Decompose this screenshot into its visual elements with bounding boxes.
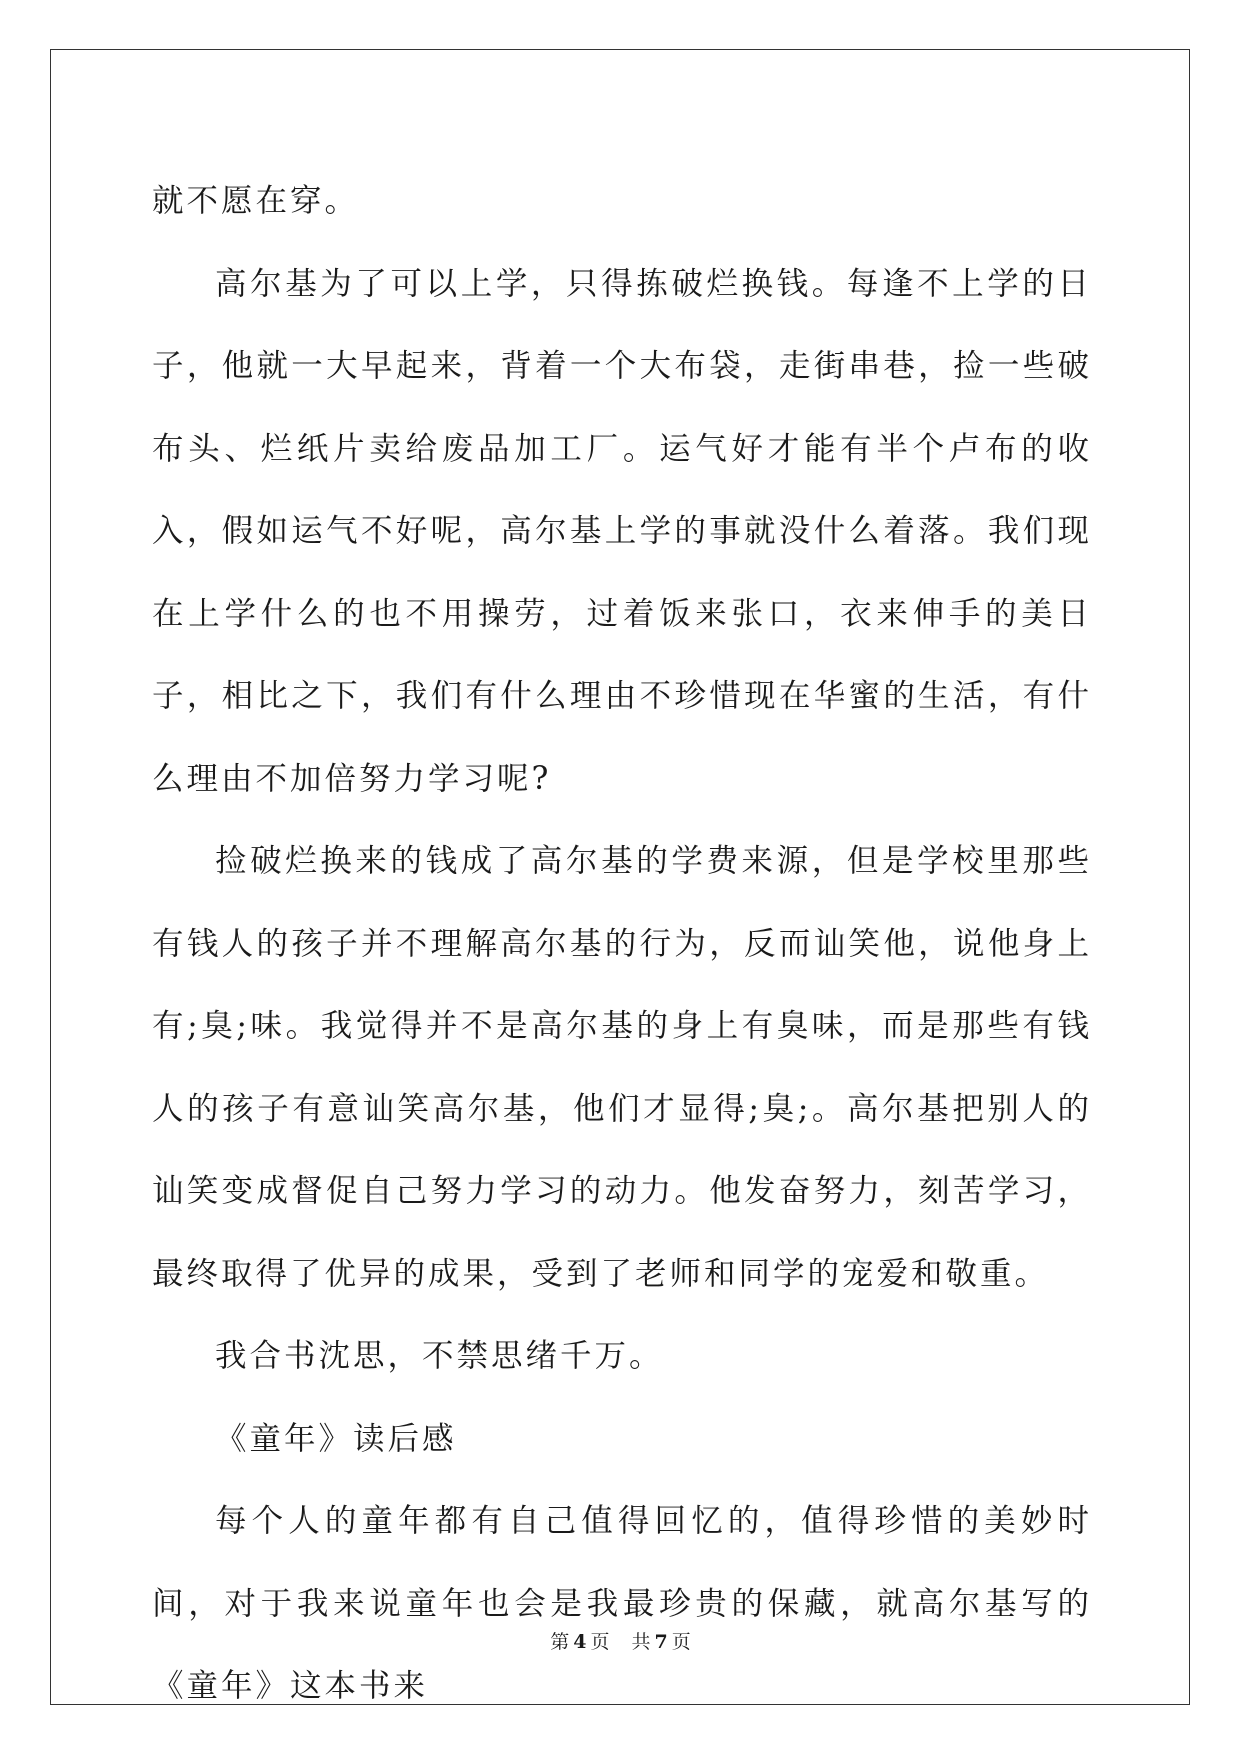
paragraph-4: 我合书沈思，不禁思绪千万。 [215, 1338, 664, 1374]
footer-page-total: 7 [654, 1631, 668, 1653]
section-heading: 《童年》读后感 [215, 1420, 457, 1457]
footer-total-unit: 页 [671, 1631, 691, 1653]
document-body [152, 160, 1092, 1728]
paragraph-1: 就不愿在穿。 [152, 183, 360, 219]
footer-page-prefix: 第 [550, 1631, 570, 1653]
footer-page-current: 4 [573, 1631, 587, 1653]
paragraph-3: 捡破烂换来的钱成了高尔基的学费来源，但是学校里那些有钱人的孩子并不理解高尔基的行为，反而讪笑他，说他身上有;臭;味。我觉得并不是高尔基的身上有臭味，而是那些有钱人的孩子有意讪笑高尔基，他们才显得;臭;。高尔基把别人的讪笑变成督促自己努力学习的动力。他发奋努力，刻苦学习，最终取得了优异的成果，受到了老师和同学的宠爱和敬重。 [152, 843, 1092, 1292]
footer-page-unit: 页 [590, 1631, 610, 1653]
footer-total-prefix: 共 [631, 1631, 651, 1653]
paragraph-5: 每个人的童年都有自己值得回忆的，值得珍惜的美妙时间，对于我来说童年也会是我最珍贵的保藏，就高尔基写的《童年》这本书来 [152, 1503, 1092, 1704]
paragraph-2: 高尔基为了可以上学，只得拣破烂换钱。每逢不上学的日子，他就一大早起来，背着一个大布袋，走街串巷，捡一些破布头、烂纸片卖给废品加工厂。运气好才能有半个卢布的收入，假如运气不好呢，高尔基上学的事就没什么着落。我们现在上学什么的也不用操劳，过着饭来张口，衣来伸手的美日子，相比之下，我们有什么理由不珍惜现在华蜜的生活，有什么理由不加倍努力学习呢? [152, 265, 1092, 797]
page-footer [0, 1627, 1241, 1654]
